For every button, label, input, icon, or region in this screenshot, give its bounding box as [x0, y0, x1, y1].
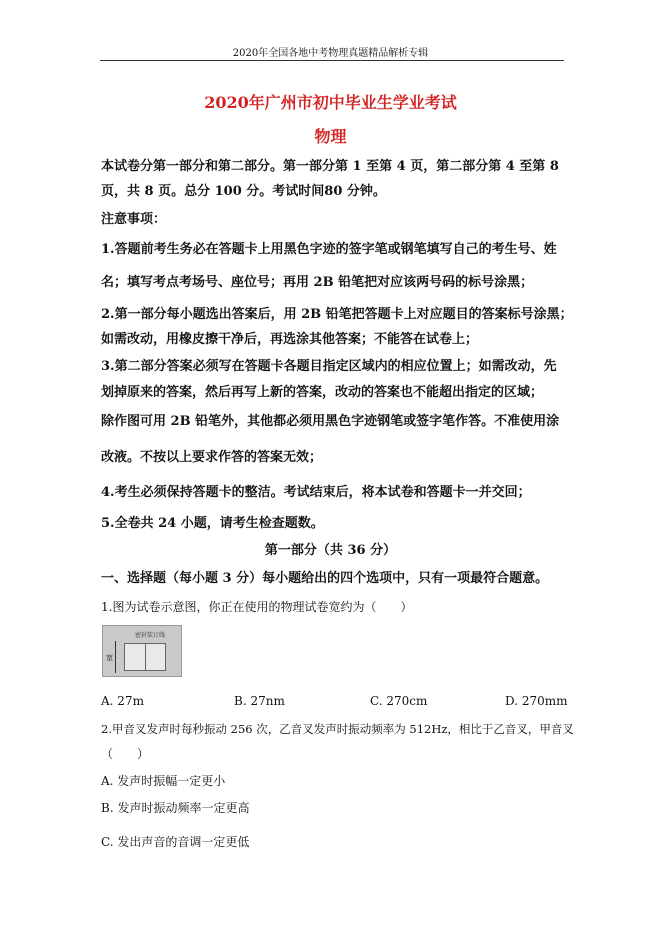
question-2-stem: 2.甲音叉发声时每秒振动 256 次，乙音叉发声时振动频率为 512Hz，相比于乙音叉，甲音叉 — [101, 722, 574, 736]
figure-width-label: 宽 — [106, 654, 113, 662]
part1-heading: 第一部分（共 36 分） — [264, 543, 397, 558]
paper-sheet-shape — [124, 643, 166, 671]
intro-line-2: 页，共 8 页。总分 100 分。考试时间80 分钟。 — [101, 184, 386, 199]
q2-option-a: A. 发声时振幅一定更小 — [101, 774, 226, 788]
q2-option-b: B. 发声时振动频率一定更高 — [101, 801, 250, 815]
question-2-stem-cont: （ ） — [101, 747, 150, 761]
intro-line-1: 本试卷分第一部分和第二部分。第一部分第 1 至第 4 页，第二部分第 4 至第 8 — [101, 159, 559, 174]
q1-option-b: B. 27nm — [234, 694, 285, 708]
exam-paper-figure — [102, 625, 182, 677]
notice-line: 2.第一部分每小题选出答案后，用 2B 铅笔把答题卡上对应题目的答案标号涂黑； — [101, 307, 573, 322]
paper-fold-line — [145, 644, 146, 670]
header-divider — [100, 60, 564, 61]
figure-tag-label: 密封装订线 — [135, 632, 166, 639]
notice-line: 划掉原来的答案，然后再写上新的答案，改动的答案也不能超出指定的区域； — [101, 385, 544, 400]
notice-line: 5.全卷共 24 小题，请考生检查题数。 — [101, 516, 324, 531]
q1-option-c: C. 270cm — [370, 694, 428, 708]
notice-heading: 注意事项： — [101, 212, 167, 227]
exam-subject: 物理 — [314, 127, 347, 146]
notice-line: 除作图可用 2B 铅笔外，其他都必须用黑色字迹钢笔或签字笔作答。不准使用涂 — [101, 414, 560, 429]
q2-option-c: C. 发出声音的音调一定更低 — [101, 835, 250, 849]
notice-line: 名；填写考点考场号、座位号；再用 2B 铅笔把对应该两号码的标号涂黑； — [101, 275, 534, 290]
notice-line: 4.考生必须保持答题卡的整洁。考试结束后，将本试卷和答题卡一并交回； — [101, 485, 531, 500]
width-arrow — [115, 641, 116, 673]
running-header: 2020年全国各地中考物理真题精品解析专辑 — [232, 48, 429, 59]
question-1-stem: 1.图为试卷示意图，你正在使用的物理试卷宽约为（ ） — [101, 600, 413, 614]
section-instruction: 一、选择题（每小题 3 分）每小题给出的四个选项中，只有一项最符合题意。 — [101, 571, 549, 586]
notice-line: 1.答题前考生务必在答题卡上用黑色字迹的签字笔或钢笔填写自己的考生号、姓 — [101, 242, 557, 257]
notice-line: 改液。不按以上要求作答的答案无效； — [101, 450, 323, 465]
q1-option-a: A. 27m — [101, 694, 144, 708]
exam-title: 2020年广州市初中毕业生学业考试 — [204, 93, 457, 112]
notice-line: 如需改动，用橡皮擦干净后，再选涂其他答案；不能答在试卷上； — [101, 332, 479, 347]
q1-option-d: D. 270mm — [505, 694, 568, 708]
notice-line: 3.第二部分答案必须写在答题卡各题目指定区域内的相应位置上；如需改动，先 — [101, 359, 557, 374]
